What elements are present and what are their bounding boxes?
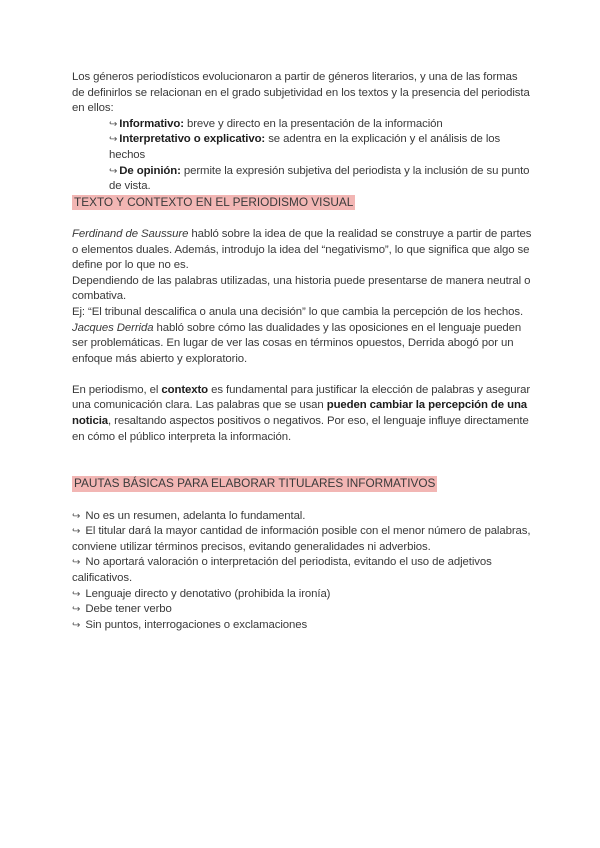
intro-paragraph: Los géneros periodísticos evolucionaron a partir de géneros literarios, y una de las formas de definirlos se relacionan en el grado subjetividad en los textos y la presencia del periodista en ellos: — [72, 71, 530, 115]
dependiendo-paragraph: Dependiendo de las palabras utilizadas, una historia puede presentarse de manera neutral o combativa. — [72, 274, 531, 303]
genre-label: Informativo: — [119, 117, 184, 130]
list-item-text: El titular dará la mayor cantidad de información posible con el menor número de palabras, conviene utilizar términos precisos, evitando generalidades ni adverbios. — [72, 525, 531, 553]
bold-term: contexto — [161, 383, 209, 396]
context-paragraph — [72, 383, 532, 445]
list-item-text: Sin puntos, interrogaciones o exclamaciones — [82, 618, 308, 631]
spacer — [72, 367, 532, 383]
spacer — [72, 493, 532, 509]
paragraph-text: habló sobre cómo las dualidades y las oposiciones en el lenguaje pueden ser problemáticas. En lugar de ver las cosas en términos opuestos, Derrida abogó por un enfoque más abierto y exploratorio. — [72, 321, 522, 365]
example-paragraph: Ej: “El tribunal descalifica o anula una decisión” lo que cambia la percepción de los hechos. — [72, 305, 524, 318]
arrow-icon: ↪ — [72, 557, 81, 569]
arrow-icon: ↪ — [109, 118, 118, 130]
bold-term: pueden cambiar la percepción de una noticia — [72, 399, 528, 428]
heading-highlight: TEXTO Y CONTEXTO EN EL PERIODISMO VISUAL — [74, 194, 354, 209]
arrow-icon: ↪ — [109, 134, 118, 146]
arrow-icon: ↪ — [109, 165, 118, 177]
author-name: Jacques Derrida — [72, 321, 154, 334]
list-item — [72, 602, 532, 618]
list-item-text: Debe tener verbo — [82, 603, 172, 616]
list-item — [72, 555, 532, 586]
heading-highlight: PAUTAS BÁSICAS PARA ELABORAR TITULARES INFORMATIVOS — [74, 476, 436, 491]
author-name: Ferdinand de Saussure — [72, 227, 189, 240]
arrow-icon: ↪ — [72, 526, 81, 538]
derrida-paragraph — [72, 321, 532, 368]
paragraph-text: En periodismo, el — [72, 383, 162, 396]
genre-label: Interpretativo o explicativo: — [119, 133, 266, 146]
spacer — [72, 445, 532, 476]
document-body — [72, 70, 532, 633]
list-item-text: No aportará valoración o interpretación del periodista, evitando el uso de adjetivos calificativos. — [72, 556, 492, 584]
spacer — [72, 211, 532, 227]
list-item-text: No es un resumen, adelanta lo fundamental. — [82, 509, 306, 522]
genre-item-opinion — [109, 164, 532, 195]
genre-item-informativo — [109, 117, 532, 133]
list-item — [72, 618, 532, 634]
genre-list — [72, 117, 532, 195]
arrow-icon: ↪ — [72, 619, 81, 631]
list-item — [72, 524, 532, 555]
genre-label: De opinión: — [119, 164, 181, 177]
list-item — [72, 509, 532, 525]
paragraph-text: habló sobre la idea de que la realidad se construye a partir de partes o elementos duales. Además, introdujo la idea del “negativismo”, lo que significa que algo se define por lo que no es. — [72, 227, 532, 272]
pautas-list — [72, 509, 532, 634]
arrow-icon: ↪ — [72, 604, 81, 616]
list-item — [72, 587, 532, 603]
arrow-icon: ↪ — [72, 588, 81, 600]
section-heading-pautas — [72, 476, 532, 493]
genre-item-interpretativo — [109, 132, 532, 163]
section-heading-texto-contexto — [72, 195, 532, 212]
genre-desc: permite la expresión subjetiva del periodista y la inclusión de su punto de vista. — [109, 164, 530, 193]
list-item-text: Lenguaje directo y denotativo (prohibida la ironía) — [82, 587, 331, 600]
genre-desc: se adentra en la explicación y el análisis de los hechos — [109, 133, 501, 161]
paragraph-text: , resaltando aspectos positivos o negativos. Por eso, el lenguaje influye directamente en cómo el público interpreta la información. — [72, 415, 529, 443]
arrow-icon: ↪ — [72, 510, 81, 522]
paragraph-text: es fundamental para justificar la elección de palabras y asegurar una comunicación clara. Las palabras que se usan — [72, 383, 531, 412]
genre-desc: breve y directo en la presentación de la información — [183, 117, 443, 130]
saussure-paragraph — [72, 227, 532, 274]
